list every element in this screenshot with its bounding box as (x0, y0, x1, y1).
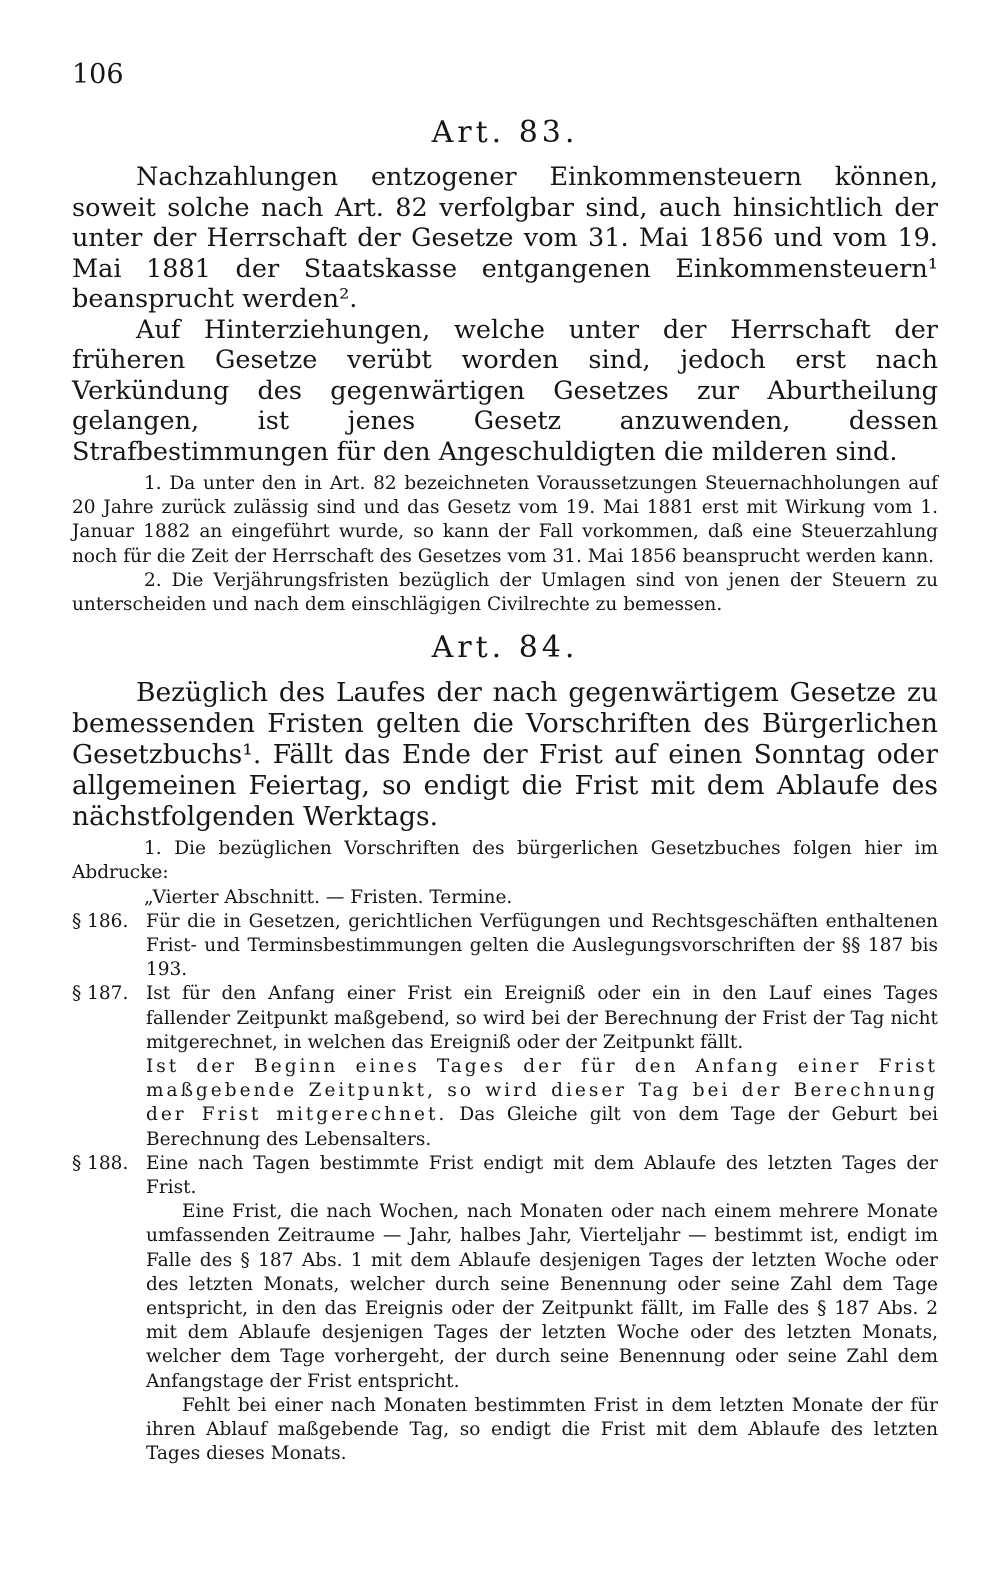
section-186-number: § 186. (72, 910, 129, 932)
section-187-body (146, 982, 938, 1151)
section-186-text: Für die in Gesetzen, gerichtlichen Verfügungen und Rechtsgeschäften enthaltenen Frist- und Terminsbestimmungen gelten die Auslegungsvorschriften der §§ 187 bis 193. (146, 910, 938, 981)
art-84-note-intro: 1. Die bezüglichen Vorschriften des bürgerlichen Gesetzbuches folgen hier im Abdrucke: (72, 838, 938, 884)
section-188-body (146, 1152, 938, 1467)
section-188-number: § 188. (72, 1152, 129, 1174)
art-83-note-1: 1. Da unter den in Art. 82 bezeichneten Voraussetzungen Steuernachholungen auf 20 Jahre zurück zulässig sind und das Gesetz vom 19. Mai 1881 erst mit Wirkung vom 1. Januar 1882 an eingeführt wurde, so kann der Fall vorkommen, daß eine Steuerzahlung noch für die Zeit der Herrschaft des Gesetzes vom 31. Mai 1856 beansprucht werden kann. (72, 473, 938, 567)
art-83-paragraph-1: Nachzahlungen entzogener Einkommensteuern können, soweit solche nach Art. 82 verfolgbar sind, auch hinsichtlich der unter der Herrschaft der Gesetze vom 31. Mai 1856 und vom 19. Mai 1881 der Staatskasse entgangenen Einkommensteuern¹ beansprucht werden². (72, 162, 938, 314)
art-84-footnotes (72, 837, 938, 1466)
document-page (72, 58, 938, 1467)
section-186-body (146, 910, 938, 983)
art-83-footnotes (72, 472, 938, 617)
section-188-paragraph-3: Fehlt bei einer nach Monaten bestimmten Frist in dem letzten Monate der für ihren Ablauf maßgebende Tag, so endigt die Frist mit dem Ablaufe des letzten Tages dieses Monats. (146, 1394, 938, 1465)
section-187-rest-text: Das Gleiche gilt von dem Tage der Geburt bei Berechnung des Lebensalters. (146, 1104, 939, 1150)
section-188-paragraph-2: Eine Frist, die nach Wochen, nach Monaten oder nach einem mehrere Monate umfassenden Zeitraume — Jahr, halbes Jahr, Vierteljahr — bestimmt ist, endigt im Falle des § 187 Abs. 1 mit dem Ablaufe desjenigen Tages der letzten Woche oder des letzten Monats, welcher durch seine Benennung oder seine Zahl dem Tage entspricht, in den das Ereignis oder der Zeitpunkt fällt, im Falle des § 187 Abs. 2 mit dem Ablaufe desjenigen Tages der letzten Woche oder des letzten Monats, welcher dem Tage vorhergeht, der durch seine Benennung oder seine Zahl dem Anfangstage der Frist entspricht. (146, 1201, 938, 1392)
quote-title: „Vierter Abschnitt. — Fristen. Termine. (144, 886, 513, 908)
section-187-spaced-text: Ist der Beginn eines Tages der für den Anfang einer Frist maßgebende Zeitpunkt, so wird dieser Tag bei der Berechnung der Frist mitgerechnet. (146, 1056, 938, 1126)
section-188 (72, 1152, 938, 1467)
section-187 (72, 982, 938, 1151)
section-186 (72, 910, 938, 983)
art-83-note-2: 2. Die Verjährungsfristen bezüglich der Umlagen sind von jenen der Steuern zu unterscheiden und nach dem einschlägigen Civilrechte zu bemessen. (72, 569, 938, 616)
art-83-heading: Art. 83. (431, 115, 579, 150)
section-187-paragraph-2 (146, 1055, 938, 1152)
section-187-paragraph-1: Ist für den Anfang einer Frist ein Ereigniß oder ein in den Lauf eines Tages fallender Zeitpunkt maßgebend, so wird bei der Berechnung der Frist der Tag nicht mitgerechnet, in welchen das Ereigniß oder der Zeitpunkt fällt. (146, 983, 938, 1053)
section-188-paragraph-1: Eine nach Tagen bestimmte Frist endigt mit dem Ablaufe des letzten Tages der Frist. (146, 1152, 938, 1199)
art-84-heading: Art. 84. (431, 630, 579, 666)
art-83-paragraph-2: Auf Hinterziehungen, welche unter der Herrschaft der früheren Gesetze verübt worden sind, jedoch erst nach Verkündung des gegenwärtigen Gesetzes zur Aburtheilung gelangen, ist jenes Gesetz anzuwenden, dessen Strafbestimmungen für den Angeschuldigten die milderen sind. (72, 314, 938, 467)
section-187-number: § 187. (72, 983, 129, 1005)
page-number: 106 (72, 59, 124, 90)
art-84-paragraph: Bezüglich des Laufes der nach gegenwärtigem Gesetze zu bemessenden Fristen gelten die Vorschriften des Bürgerlichen Gesetzbuchs¹. Fällt das Ende der Frist auf einen Sonntag oder allgemeinen Feiertag, so endigt die Frist mit dem Ablaufe des nächstfolgenden Werktags. (72, 677, 938, 833)
